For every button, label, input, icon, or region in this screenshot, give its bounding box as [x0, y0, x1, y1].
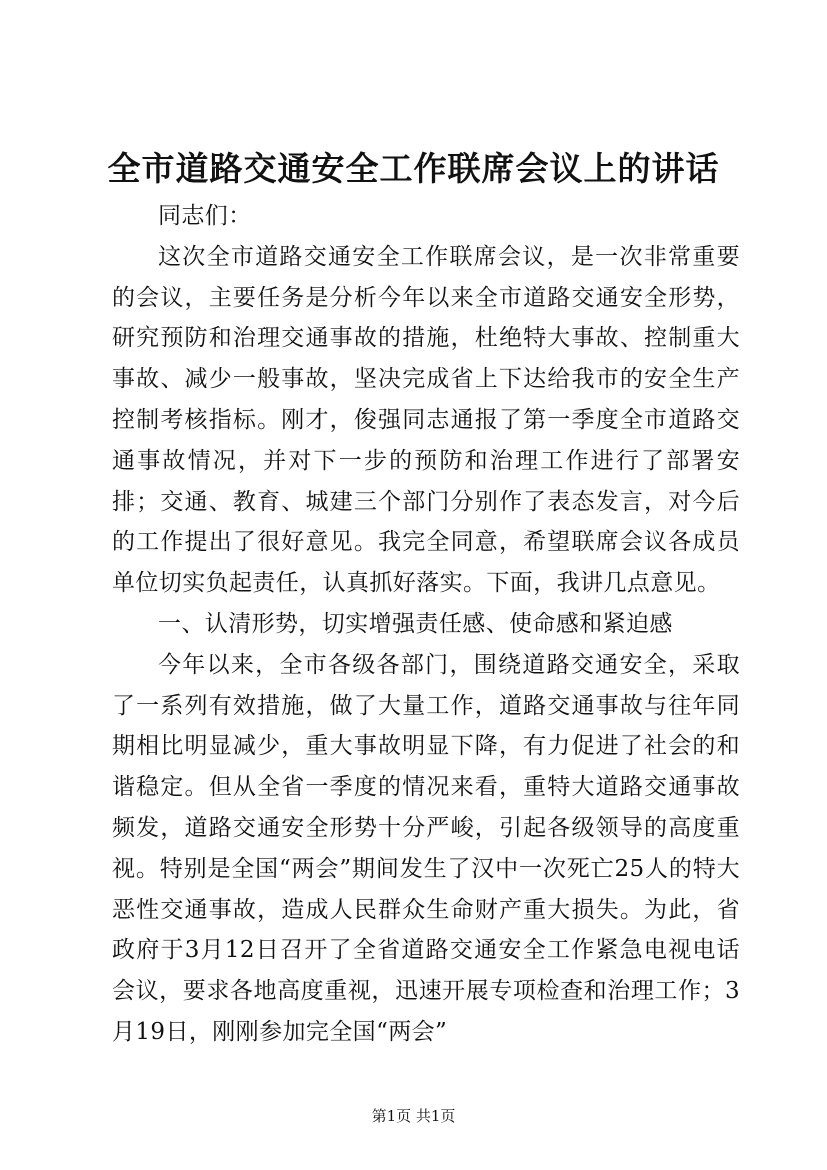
page-number-label: 第1页 共1页 — [371, 1107, 456, 1125]
section-heading: 一、认清形势，切实增强责任感、使命感和紧迫感 — [158, 610, 673, 637]
document-body — [112, 196, 740, 1053]
document-title: 全市道路交通安全工作联席会议上的讲话 — [107, 149, 720, 188]
body-paragraph: 这次全市道路交通安全工作联席会议，是一次非常重要的会议，主要任务是分析今年以来全市道路交通安全形势，研究预防和治理交通事故的措施，杜绝特大事故、控制重大事故、减少一般事故，坚决完成省上下达给我市的安全生产控制考核指标。刚才，俊强同志通报了第一季度全市道路交通事故情况，并对下一步的预防和治理工作进行了部署安排；交通、教育、城建三个部门分别作了表态发言，对今后的工作提出了很好意见。我完全同意，希望联席会议各成员单位切实负起责任，认真抓好落实。下面，我讲几点意见。 — [112, 243, 740, 597]
page-footer — [0, 1106, 827, 1126]
body-paragraph: 今年以来，全市各级各部门，围绕道路交通安全，采取了一系列有效措施，做了大量工作，道路交通事故与往年同期相比明显减少，重大事故明显下降，有力促进了社会的和谐稳定。但从全省一季度的情况来看，重特大道路交通事故频发，道路交通安全形势十分严峻，引起各级领导的高度重视。特别是全国“两会”期间发生了汉中一次死亡25人的特大恶性交通事故，造成人民群众生命财产重大损失。为此，省政府于3月12日召开了全省道路交通安全工作紧急电视电话会议，要求各地高度重视，迅速开展专项检查和治理工作；3月19日，刚刚参加完全国“两会” — [112, 651, 740, 1045]
salutation-paragraph: 同志们： — [158, 203, 252, 229]
